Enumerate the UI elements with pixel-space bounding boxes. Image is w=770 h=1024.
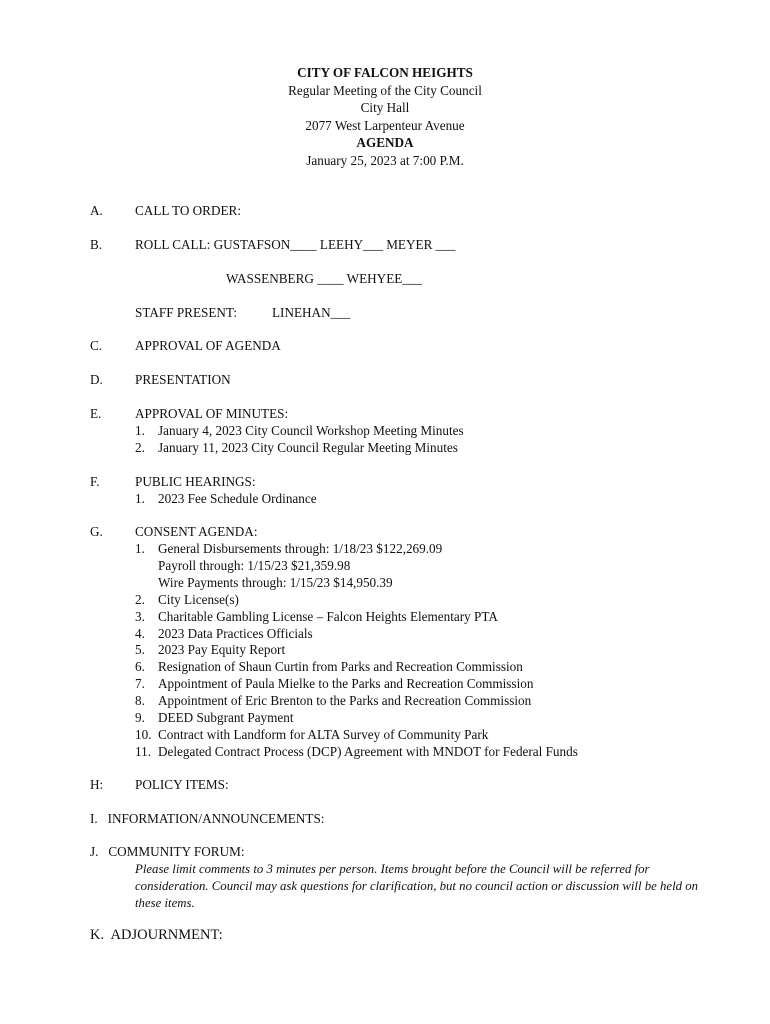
section-b-letter: B. <box>90 237 103 252</box>
list-item: 2023 Fee Schedule Ordinance <box>158 491 317 506</box>
meeting-date: January 25, 2023 at 7:00 P.M. <box>306 152 464 168</box>
section-e-title: APPROVAL OF MINUTES: <box>135 406 289 421</box>
list-item: Appointment of Paula Mielke to the Parks and Recreation Commission <box>158 676 534 691</box>
list-item: 2023 Data Practices Officials <box>158 626 313 641</box>
agenda-title: AGENDA <box>356 135 414 150</box>
list-item: Resignation of Shaun Curtin from Parks and Recreation Commission <box>158 659 523 674</box>
section-c-letter: C. <box>90 338 103 353</box>
list-item-number: 10. <box>135 727 152 742</box>
staff-present-value: LINEHAN___ <box>272 305 351 320</box>
section-f-letter: F. <box>90 474 100 489</box>
list-item-number: 2. <box>135 440 145 455</box>
list-item: Appointment of Eric Brenton to the Parks and Recreation Commission <box>158 693 532 708</box>
disbursements-line: General Disbursements through: 1/18/23 $122,269.09 <box>158 541 443 556</box>
roll-call-line-2: WASSENBERG ____ WEHYEE___ <box>226 271 423 286</box>
community-forum-note: Please limit comments to 3 minutes per person. Items brought before the Council will be referred for consideration. Council may ask questions for clarification, but no council action or discussion will be held on these items. <box>135 862 699 910</box>
section-c-title: APPROVAL OF AGENDA <box>135 338 281 353</box>
section-k-title: K. ADJOURNMENT: <box>90 927 223 943</box>
section-i-title: I. INFORMATION/ANNOUNCEMENTS: <box>90 811 325 826</box>
agenda-header <box>0 64 770 169</box>
list-item-number: 1. <box>135 491 145 506</box>
list-item: Contract with Landform for ALTA Survey of Community Park <box>158 727 489 742</box>
address: 2077 West Larpenteur Avenue <box>305 117 465 133</box>
staff-present-label: STAFF PRESENT: <box>135 305 237 320</box>
list-item: Delegated Contract Process (DCP) Agreement with MNDOT for Federal Funds <box>158 744 578 759</box>
section-d-title: PRESENTATION <box>135 372 231 387</box>
meeting-type: Regular Meeting of the City Council <box>288 82 482 98</box>
list-item: January 4, 2023 City Council Workshop Meeting Minutes <box>158 423 464 438</box>
section-h-title: POLICY ITEMS: <box>135 777 229 792</box>
list-item: Charitable Gambling License – Falcon Heights Elementary PTA <box>158 609 498 624</box>
section-j-title: J. COMMUNITY FORUM: <box>90 844 245 859</box>
list-item-number: 9. <box>135 710 145 725</box>
city-name: CITY OF FALCON HEIGHTS <box>297 65 473 80</box>
section-g-title: CONSENT AGENDA: <box>135 524 258 539</box>
list-item-number: 6. <box>135 659 145 674</box>
section-g-letter: G. <box>90 524 103 539</box>
section-a-letter: A. <box>90 203 103 218</box>
section-e-letter: E. <box>90 406 102 421</box>
section-d-letter: D. <box>90 372 103 387</box>
list-item-number: 1. <box>135 423 145 438</box>
section-f-title: PUBLIC HEARINGS: <box>135 474 256 489</box>
list-item-number: 11. <box>135 744 151 759</box>
list-item-number: 2. <box>135 592 145 607</box>
list-item-number: 1. <box>135 541 145 556</box>
payroll-line: Payroll through: 1/15/23 $21,359.98 <box>158 558 351 573</box>
section-h-letter: H: <box>90 777 104 792</box>
venue: City Hall <box>360 100 410 115</box>
list-item: January 11, 2023 City Council Regular Meeting Minutes <box>158 440 458 455</box>
roll-call-line: ROLL CALL: GUSTAFSON____ LEEHY___ MEYER ___ <box>135 237 456 252</box>
wire-payments-line: Wire Payments through: 1/15/23 $14,950.39 <box>158 575 393 590</box>
list-item-number: 3. <box>135 609 145 624</box>
list-item-number: 4. <box>135 626 145 641</box>
list-item: 2023 Pay Equity Report <box>158 642 286 657</box>
list-item-number: 7. <box>135 676 145 691</box>
list-item-number: 5. <box>135 642 145 657</box>
list-item: City License(s) <box>158 592 239 607</box>
section-a-title: CALL TO ORDER: <box>135 203 241 218</box>
list-item: DEED Subgrant Payment <box>158 710 294 725</box>
list-item-number: 8. <box>135 693 145 708</box>
